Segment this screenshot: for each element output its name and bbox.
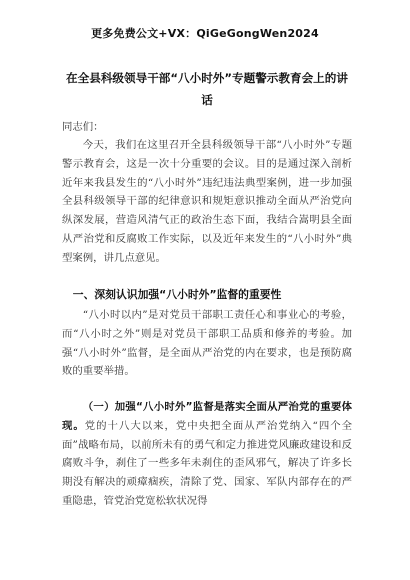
paragraph-subsection-1 <box>62 398 352 511</box>
subsection-body-1: 党的十八大以来，党中央把全面从严治党纳入“四个全面”战略布局，以前所未有的勇气和定力推进党风廉政建设和反腐败斗争，刹住了一些多年未刹住的歪风邪气，解决了许多长期没有解决的顽瘴痼疾，清除了党、国家、军队内部存在的严重隐患，管党治党宽松软状况得 <box>62 419 353 507</box>
watermark-text: 更多免费公文+VX：QiGeGongWen2024 <box>91 27 319 40</box>
paragraph-section-1: “八小时以内”是对党员干部职工责任心和事业心的考验，而“八小时之外”则是对党员干部职工品质和修养的考验。加强“八小时外”监督，是全面从严治党的内在要求，也是预防腐败的重要举措。 <box>62 309 352 378</box>
document-title: 在全县科级领导干部“八小时外”专题警示教育会上的讲话 <box>66 71 348 107</box>
section-heading-1: 一、深刻认识加强“八小时外”监督的重要性 <box>72 288 282 301</box>
paragraph-intro: 今天，我们在这里召开全县科级领导干部“八小时外”专题警示教育会，这是一次十分重要的会议。目的是通过深入剖析近年来我县发生的“八小时外”违纪违法典型案例，进一步加强全县科级领导干部的纪律意识和规矩意识推动全面从严治党向纵深发展，营造风清气正的政治生态下面，我结合嵩明县全面从严治党和反腐败工作实际，以及近年来发生的“八小时外”典型案例，讲几点意见。 <box>62 139 352 264</box>
subsection-heading-1: （一）加强“八小时外”监督是落实全面从严治党的重要体现。 <box>62 401 352 432</box>
salutation: 同志们： <box>62 121 104 133</box>
